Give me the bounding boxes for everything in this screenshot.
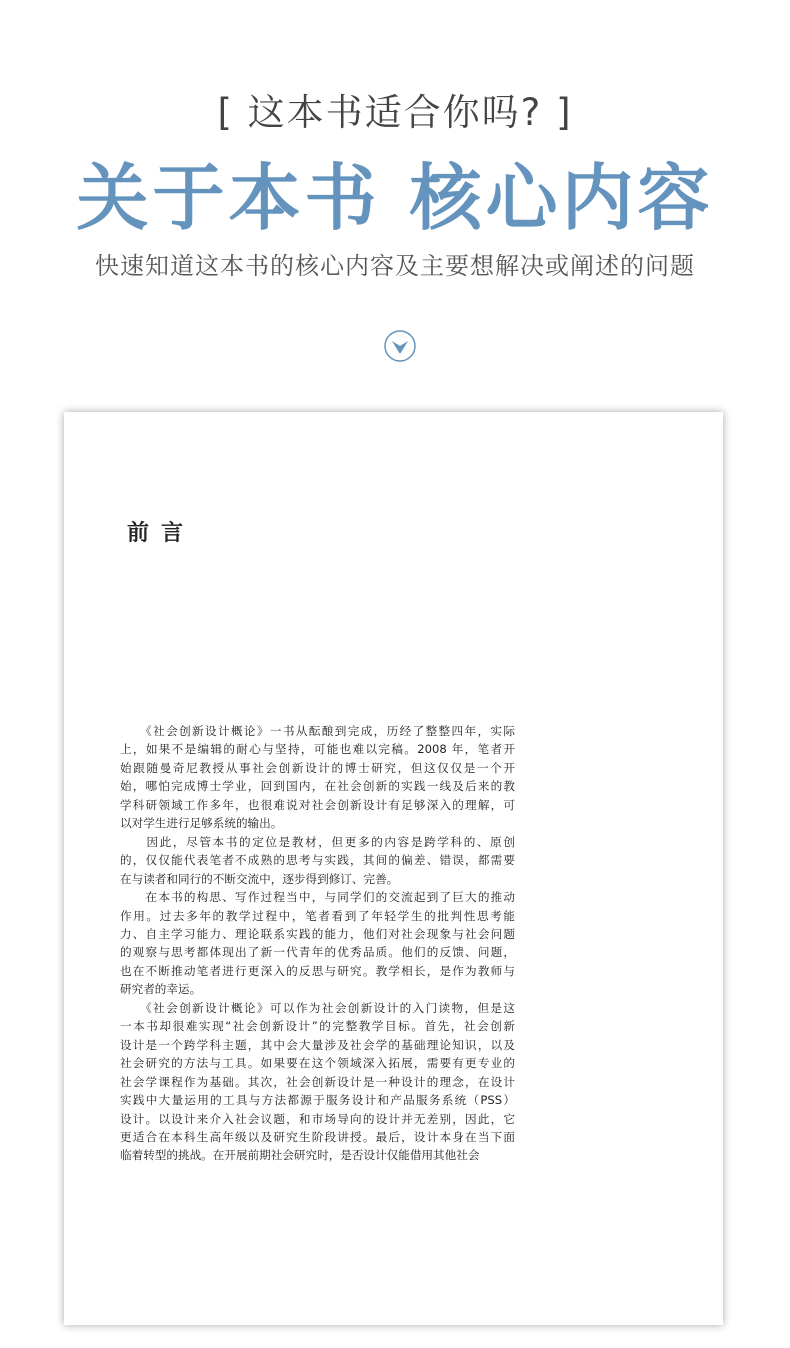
page-heading: 前言: [127, 521, 196, 546]
text-line: 作用。过去多年的教学过程中，笔者看到了年轻学生的批判性思考能: [120, 908, 515, 923]
text-line: 设计。以设计来介入社会议题，和市场导向的设计并无差别，因此，它: [120, 1111, 515, 1126]
chevron-down-circle-icon: [384, 330, 416, 362]
text-line: 学科研领域工作多年，也很难说对社会创新设计有足够深入的理解，可: [120, 797, 515, 812]
text-line: 始跟随曼奇尼教授从事社会创新设计的博士研究，但这仅仅是一个开: [120, 760, 515, 775]
text-line: 设计是一个跨学科主题，其中会大量涉及社会学的基础理论知识，以及: [120, 1037, 515, 1052]
text-line: 因此，尽管本书的定位是教材，但更多的内容是跨学科的、原创: [120, 834, 515, 849]
text-line: 也在不断推动笔者进行更深入的反思与研究。教学相长，是作为教师与: [120, 963, 515, 978]
text-line: 《社会创新设计概论》可以作为社会创新设计的入门读物，但是这: [120, 1000, 515, 1015]
paragraph: [120, 722, 515, 833]
text-line: 社会研究的方法与工具。如果要在这个领域深入拓展，需要有更专业的: [120, 1056, 515, 1071]
text-line: 在与读者和同行的不断交流中，逐步得到修订、完善。: [120, 871, 399, 886]
text-line: 更适合在本科生高年级以及研究生阶段讲授。最后，设计本身在当下面: [120, 1129, 515, 1144]
text-line: 始，哪怕完成博士学业，回到国内，在社会创新的实践一线及后来的教: [120, 779, 515, 794]
text-line: 社会学课程作为基础。其次，社会创新设计是一种设计的理念，在设计: [120, 1074, 515, 1089]
text-line: 临着转型的挑战。在开展前期社会研究时，是否设计仅能借用其他社会: [120, 1148, 480, 1163]
text-line: 研究者的幸运。: [120, 982, 202, 997]
section-title: 关于本书 核心内容: [76, 155, 714, 240]
text-line: 实践中大量运用的工具与方法都源于服务设计和产品服务系统（PSS）: [120, 1093, 515, 1108]
text-line: 力、自主学习能力、理论联系实践的能力，他们对社会现象与社会问题: [120, 926, 515, 941]
section-subtitle: 快速知道这本书的核心内容及主要想解决或阐述的问题: [95, 252, 695, 280]
text-line: 的观察与思考都体现出了新一代青年的优秀品质。他们的反馈、问题，: [120, 945, 515, 960]
paragraph: [120, 999, 515, 1165]
paragraph: [120, 888, 515, 999]
text-line: 在本书的构思、写作过程当中，与同学们的交流起到了巨大的推动: [120, 890, 515, 905]
text-line: 以对学生进行足够系统的输出。: [120, 816, 283, 831]
section-question: [ 这本书适合你吗? ]: [217, 91, 573, 134]
preface-body: [120, 722, 515, 1165]
book-page: [64, 412, 723, 1325]
text-line: 的，仅仅能代表笔者不成熟的思考与实践，其间的偏差、错误，都需要: [120, 853, 515, 868]
text-line: 《社会创新设计概论》一书从酝酿到完成，历经了整整四年，实际: [120, 724, 515, 738]
text-line: 一本书却很难实现“社会创新设计”的完整教学目标。首先，社会创新: [120, 1019, 515, 1034]
paragraph: [120, 833, 515, 888]
text-line: 上，如果不是编辑的耐心与坚持，可能也难以完稿。2008 年，笔者开: [120, 742, 515, 757]
